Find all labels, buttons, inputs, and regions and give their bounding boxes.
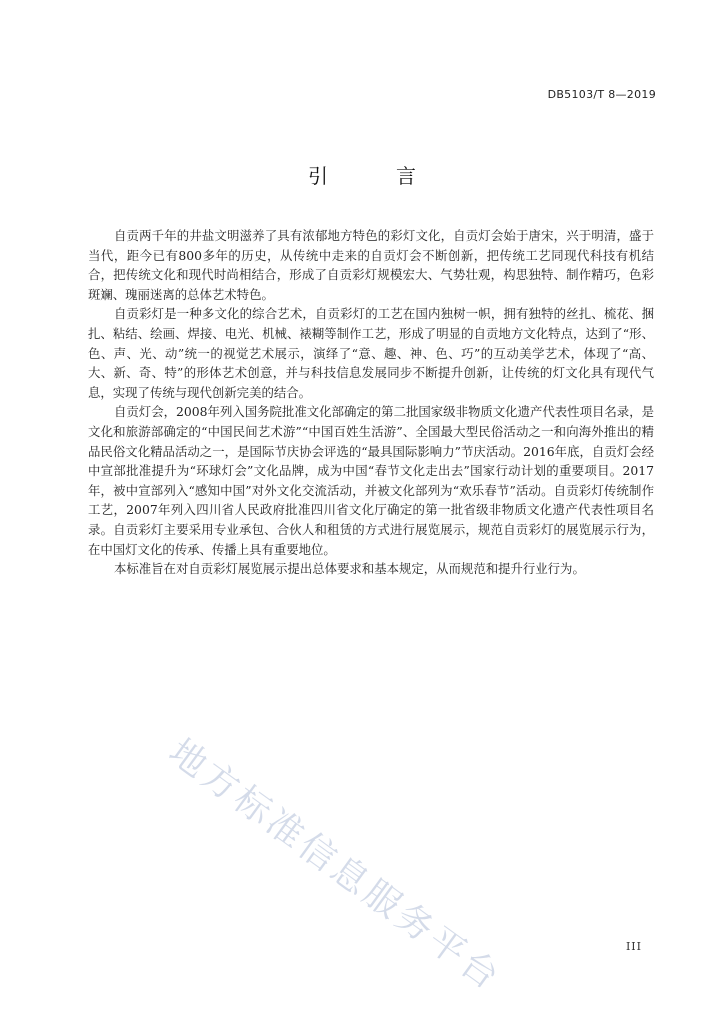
- paragraph-4: 本标准旨在对自贡彩灯展览展示提出总体要求和基本规定，从而规范和提升行业行为。: [114, 561, 585, 577]
- paragraph-3: 自贡灯会，2008年列入国务院批准文化部确定的第二批国家级非物质文化遗产代表性项目名录，是文化和旅游部确定的“中国民间艺术游”“中国百姓生活游”、全国最大型民俗活动之一和向海外推出的精品民俗文化精品活动之一，是国际节庆协会评选的“最具国际影响力”节庆活动。2016年底，自贡灯会经中宣部批准提升为“环球灯会”文化品牌，成为中国“春节文化走出去”国家行动计划的重要项目。2017年，被中宣部列入“感知中国”对外文化交流活动，并被文化部列为“欢乐春节”活动。自贡彩灯传统制作工艺，2007年列入四川省人民政府批准四川省文化厅确定的第一批省级非物质文化遗产代表性项目名录。自贡彩灯主要采用专业承包、合伙人和租赁的方式进行展览展示，规范自贡彩灯的展览展示行为，在中国灯文化的传承、传播上具有重要地位。: [88, 404, 654, 557]
- standard-code: DB5103/T 8—2019: [547, 88, 656, 101]
- page-title: 引 言: [308, 164, 440, 188]
- watermark: 地方标准信息服务平台: [161, 731, 509, 1000]
- paragraph-1: 自贡两千年的井盐文明滋养了具有浓郁地方特色的彩灯文化，自贡灯会始于唐宋，兴于明清，盛于当代，距今已有800多年的历史，从传统中走来的自贡灯会不断创新，把传统工艺同现代科技有机结合，把传统文化和现代时尚相结合，形成了自贡彩灯规模宏大、气势壮观，构思独特、制作精巧，色彩斑斓、瑰丽迷离的总体艺术特色。: [88, 228, 654, 302]
- body-text: [88, 226, 654, 579]
- paragraph-2: 自贡彩灯是一种多文化的综合艺术，自贡彩灯的工艺在国内独树一帜，拥有独特的丝扎、梳花、捆扎、粘结、绘画、焊接、电光、机械、裱糊等制作工艺，形成了明显的自贡地方文化特点，达到了“形、色、声、光、动”统一的视觉艺术展示，演绎了“意、趣、神、色、巧”的互动美学艺术，体现了“高、大、新、奇、特”的形体艺术创意，并与科技信息发展同步不断提升创新，让传统的灯文化具有现代气息，实现了传统与现代创新完美的结合。: [88, 306, 654, 400]
- page-number: III: [625, 940, 642, 953]
